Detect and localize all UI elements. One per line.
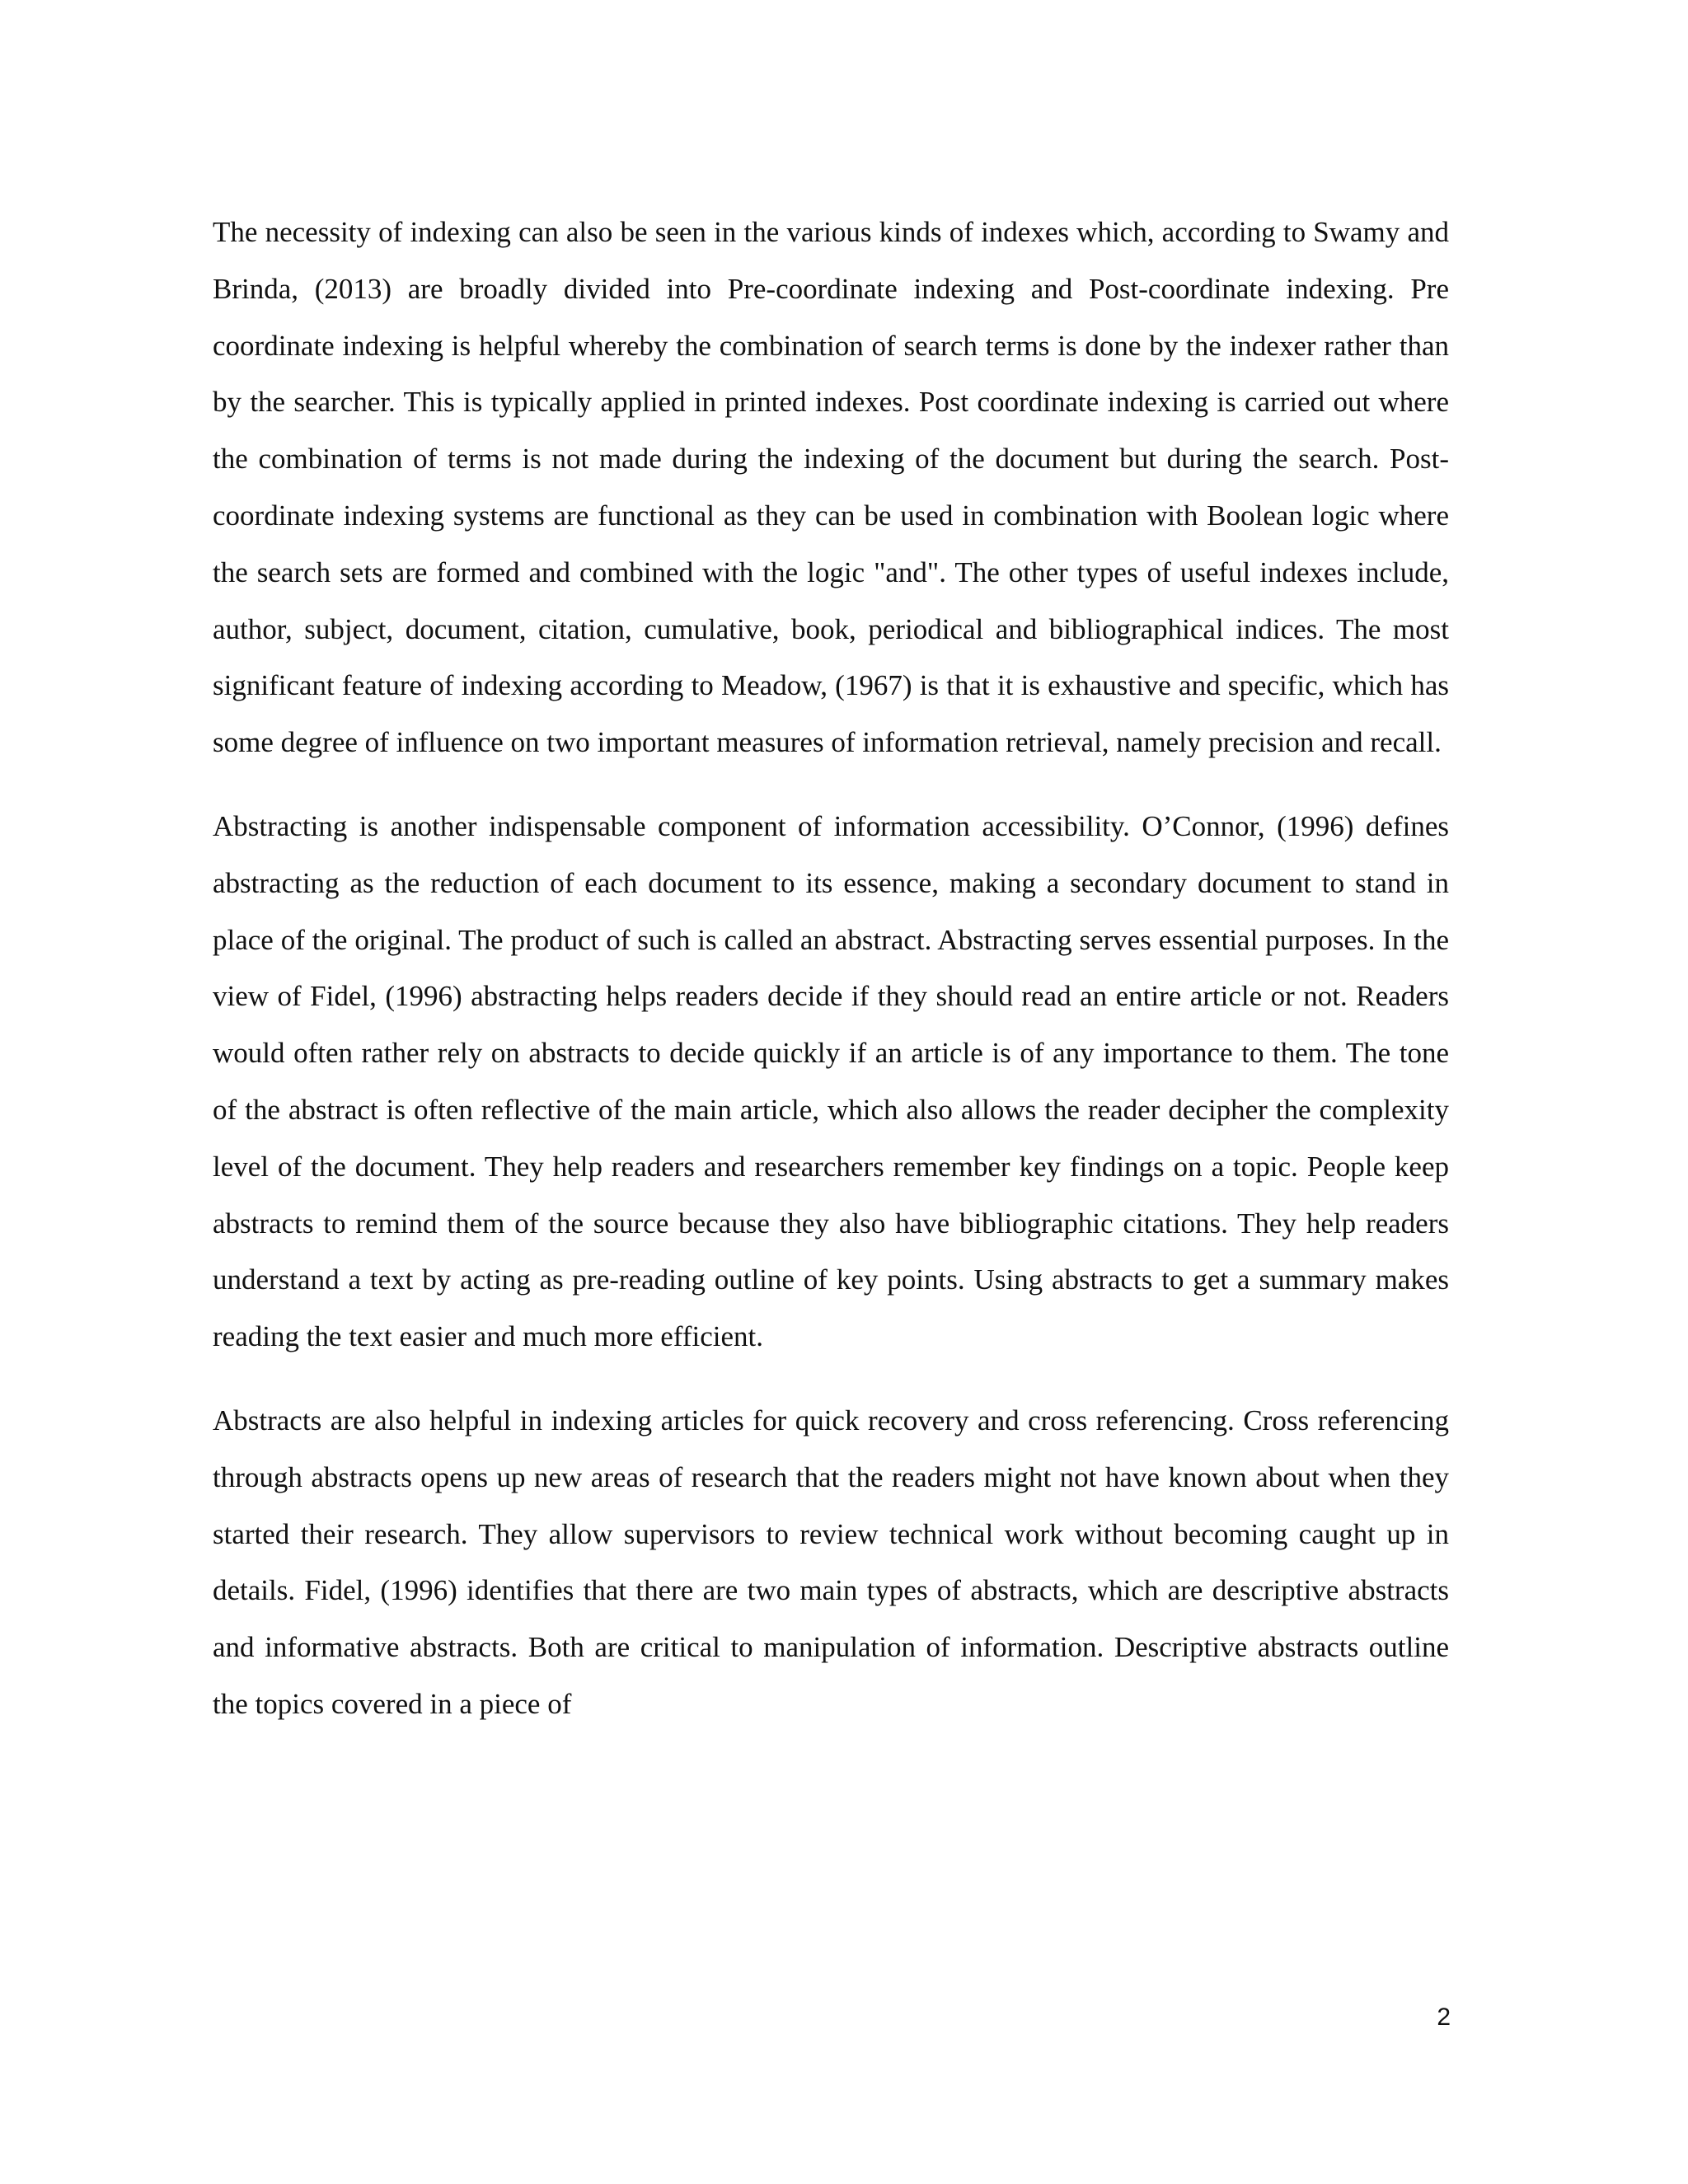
body-text xyxy=(213,204,1449,1733)
page-number: 2 xyxy=(1437,2004,1451,2031)
paragraph-indexing: The necessity of indexing can also be seen in the various kinds of indexes which, according to Swamy and Brinda, (2013) are broadly divided into Pre-coordinate indexing and Post-coordinate indexing. Pre coordinate indexing is helpful whereby the combination of search terms is done by the indexer rather than by the searcher. This is typically applied in printed indexes. Post coordinate indexing is carried out where the combination of terms is not made during the indexing of the document but during the search. Post-coordinate indexing systems are functional as they can be used in combination with Boolean logic where the search sets are formed and combined with the logic "and". The other types of useful indexes include, author, subject, document, citation, cumulative, book, periodical and bibliographical indices. The most significant feature of indexing according to Meadow, (1967) is that it is exhaustive and specific, which has some degree of influence on two important measures of information retrieval, namely precision and recall. xyxy=(213,216,1449,759)
paragraph-abstracts-helpful: Abstracts are also helpful in indexing articles for quick recovery and cross referencing. Cross referencing through abstracts opens up new areas of research that the readers might not have known about when they started their research. They allow supervisors to review technical work without becoming caught up in details. Fidel, (1996) identifies that there are two main types of abstracts, which are descriptive abstracts and informative abstracts. Both are critical to manipulation of information. Descriptive abstracts outline the topics covered in a piece of xyxy=(213,1404,1449,1720)
paragraph-abstracting: Abstracting is another indispensable component of information accessibility. O’Connor, (1996) defines abstracting as the reduction of each document to its essence, making a secondary document to stand in place of the original. The product of such is called an abstract. Abstracting serves essential purposes. In the view of Fidel, (1996) abstracting helps readers decide if they should read an entire article or not. Readers would often rather rely on abstracts to decide quickly if an article is of any importance to them. The tone of the abstract is often reflective of the main article, which also allows the reader decipher the complexity level of the document. They help readers and researchers remember key findings on a topic. People keep abstracts to remind them of the source because they also have bibliographic citations. They help readers understand a text by acting as pre-reading outline of key points. Using abstracts to get a summary makes reading the text easier and much more efficient. xyxy=(213,809,1449,1353)
